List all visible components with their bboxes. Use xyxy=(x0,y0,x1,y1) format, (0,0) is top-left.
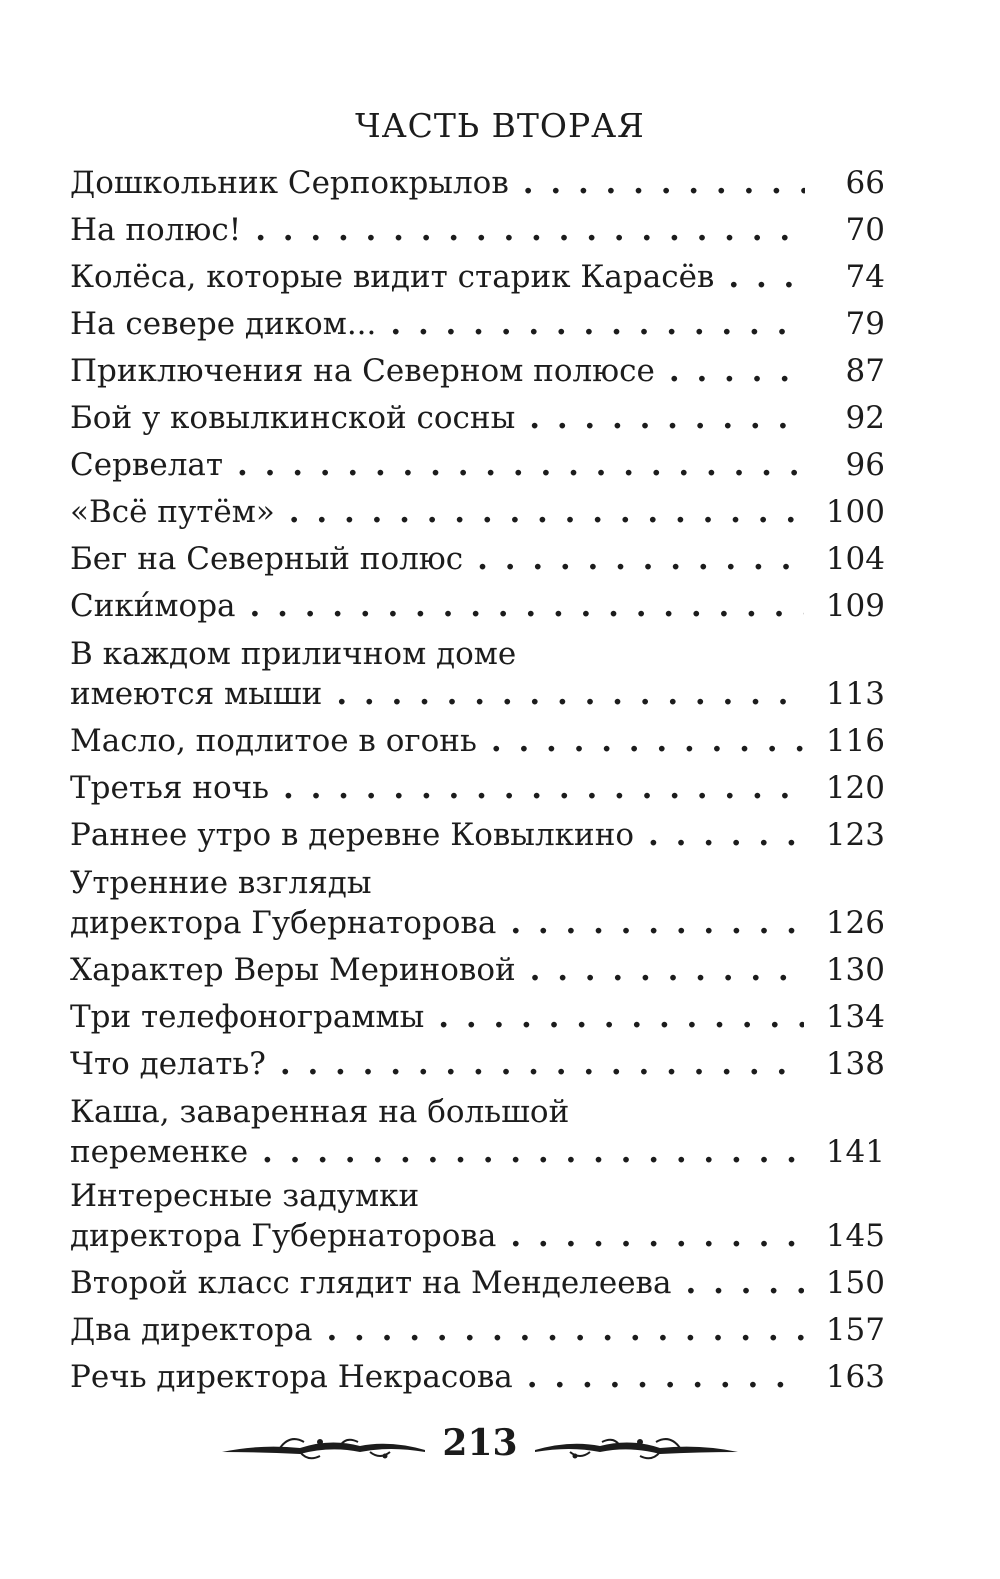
toc-entry-title: Второй класс глядит на Менделеева xyxy=(70,1265,672,1301)
dot-leader xyxy=(515,395,805,442)
toc-entry xyxy=(70,863,885,943)
toc-entry-title: Два директора xyxy=(70,1312,313,1348)
toc-entry-title: Сики́мора xyxy=(70,588,236,624)
toc-entry xyxy=(70,301,885,348)
toc-entry-title: Три телефонограммы xyxy=(70,999,425,1035)
toc-entry-page: 100 xyxy=(825,494,885,530)
toc-entry xyxy=(70,160,885,207)
toc-entry xyxy=(70,536,885,583)
toc-entry-page: 163 xyxy=(825,1359,885,1395)
toc-entry xyxy=(70,583,885,630)
toc-entry xyxy=(70,765,885,812)
toc-entry xyxy=(70,348,885,395)
toc-entry xyxy=(70,395,885,442)
toc-entry xyxy=(70,442,885,489)
toc-entry-title: переменке xyxy=(70,1134,249,1170)
dot-leader xyxy=(248,1132,804,1172)
toc-entry xyxy=(70,1176,885,1256)
toc-entry-page: 138 xyxy=(825,1046,885,1082)
toc-entry-page: 145 xyxy=(825,1218,885,1254)
toc-entry-title: Дошкольник Серпокрылов xyxy=(70,165,509,201)
toc-entry-title-line1: В каждом приличном доме xyxy=(70,636,517,672)
toc-entry-title: На полюс! xyxy=(70,212,242,248)
dot-leader xyxy=(376,301,805,348)
dot-leader xyxy=(655,348,805,395)
toc-entry-page: 134 xyxy=(825,999,885,1035)
part-title: ЧАСТЬ ВТОРАЯ xyxy=(355,106,645,145)
dot-leader xyxy=(672,1260,804,1307)
toc-entry-page: 141 xyxy=(825,1134,885,1170)
toc-entry-title-line1: Утренние взгляды xyxy=(70,865,372,901)
toc-entry xyxy=(70,1307,885,1354)
toc-entry-title-line1: Каша, заваренная на большой xyxy=(70,1094,570,1130)
toc-entry-title: Раннее утро в деревне Ковылкино xyxy=(70,817,635,853)
toc-entry-title: «Всё путём» xyxy=(70,494,275,530)
toc-entry-page: 113 xyxy=(825,676,885,712)
toc-entry xyxy=(70,489,885,536)
toc-entry xyxy=(70,718,885,765)
toc-entry-page: 157 xyxy=(825,1312,885,1348)
dot-leader xyxy=(496,1216,804,1256)
toc-entry-title: Бег на Северный полюс xyxy=(70,541,464,577)
toc-entry-page: 123 xyxy=(825,817,885,853)
toc-entry-page: 104 xyxy=(825,541,885,577)
toc-entry-title: На севере диком... xyxy=(70,306,377,342)
toc-entry xyxy=(70,1260,885,1307)
page-number: 213 xyxy=(442,1422,518,1464)
toc-entry-title: Сервелат xyxy=(70,447,224,483)
toc-entry-page: 66 xyxy=(845,165,885,201)
toc-entry-title: имеются мыши xyxy=(70,676,323,712)
toc-entry-title: Масло, подлитое в огонь xyxy=(70,723,477,759)
toc-entry xyxy=(70,634,885,714)
dot-leader xyxy=(241,207,805,254)
dot-leader xyxy=(322,674,804,714)
toc-entry-page: 130 xyxy=(825,952,885,988)
dot-leader xyxy=(236,583,804,630)
toc-entry-title-line1: Интересные задумки xyxy=(70,1178,420,1214)
dot-leader xyxy=(424,994,804,1041)
toc-entry-title: директора Губернаторова xyxy=(70,1218,497,1254)
toc-entry-title: директора Губернаторова xyxy=(70,905,497,941)
toc-entry-page: 79 xyxy=(845,306,885,342)
toc-entry-page: 74 xyxy=(845,259,885,295)
table-of-contents xyxy=(70,160,885,1401)
toc-entry xyxy=(70,207,885,254)
toc-entry-page: 87 xyxy=(845,353,885,389)
dot-leader xyxy=(223,442,805,489)
toc-entry xyxy=(70,1041,885,1088)
toc-entry xyxy=(70,1354,885,1401)
toc-entry-title: Приключения на Северном полюсе xyxy=(70,353,655,389)
toc-entry-title: Речь директора Некрасова xyxy=(70,1359,513,1395)
toc-entry-page: 96 xyxy=(845,447,885,483)
dot-leader xyxy=(634,812,804,859)
dot-leader xyxy=(463,536,804,583)
toc-entry-title: Бой у ковылкинской сосны xyxy=(70,400,516,436)
dot-leader xyxy=(714,254,805,301)
toc-entry-title: Третья ночь xyxy=(70,770,270,806)
dot-leader xyxy=(275,489,804,536)
page-footer xyxy=(220,1418,740,1478)
dot-leader xyxy=(513,1354,804,1401)
dot-leader xyxy=(269,765,804,812)
toc-entry-page: 70 xyxy=(845,212,885,248)
dot-leader xyxy=(477,718,804,765)
toc-entry xyxy=(70,947,885,994)
toc-entry xyxy=(70,812,885,859)
toc-entry-page: 92 xyxy=(845,400,885,436)
toc-entry-page: 126 xyxy=(825,905,885,941)
toc-entry-page: 109 xyxy=(825,588,885,624)
toc-entry xyxy=(70,1092,885,1172)
toc-entry-title: Характер Веры Мериновой xyxy=(70,952,516,988)
toc-entry-page: 120 xyxy=(825,770,885,806)
dot-leader xyxy=(509,160,805,207)
toc-entry-title: Что делать? xyxy=(70,1046,266,1082)
dot-leader xyxy=(266,1041,804,1088)
dot-leader xyxy=(312,1307,803,1354)
toc-entry-page: 116 xyxy=(825,723,885,759)
toc-entry-title: Колёса, которые видит старик Карасёв xyxy=(70,259,715,295)
dot-leader xyxy=(496,903,804,943)
toc-entry xyxy=(70,254,885,301)
toc-entry-page: 150 xyxy=(825,1265,885,1301)
toc-entry xyxy=(70,994,885,1041)
dot-leader xyxy=(516,947,804,994)
